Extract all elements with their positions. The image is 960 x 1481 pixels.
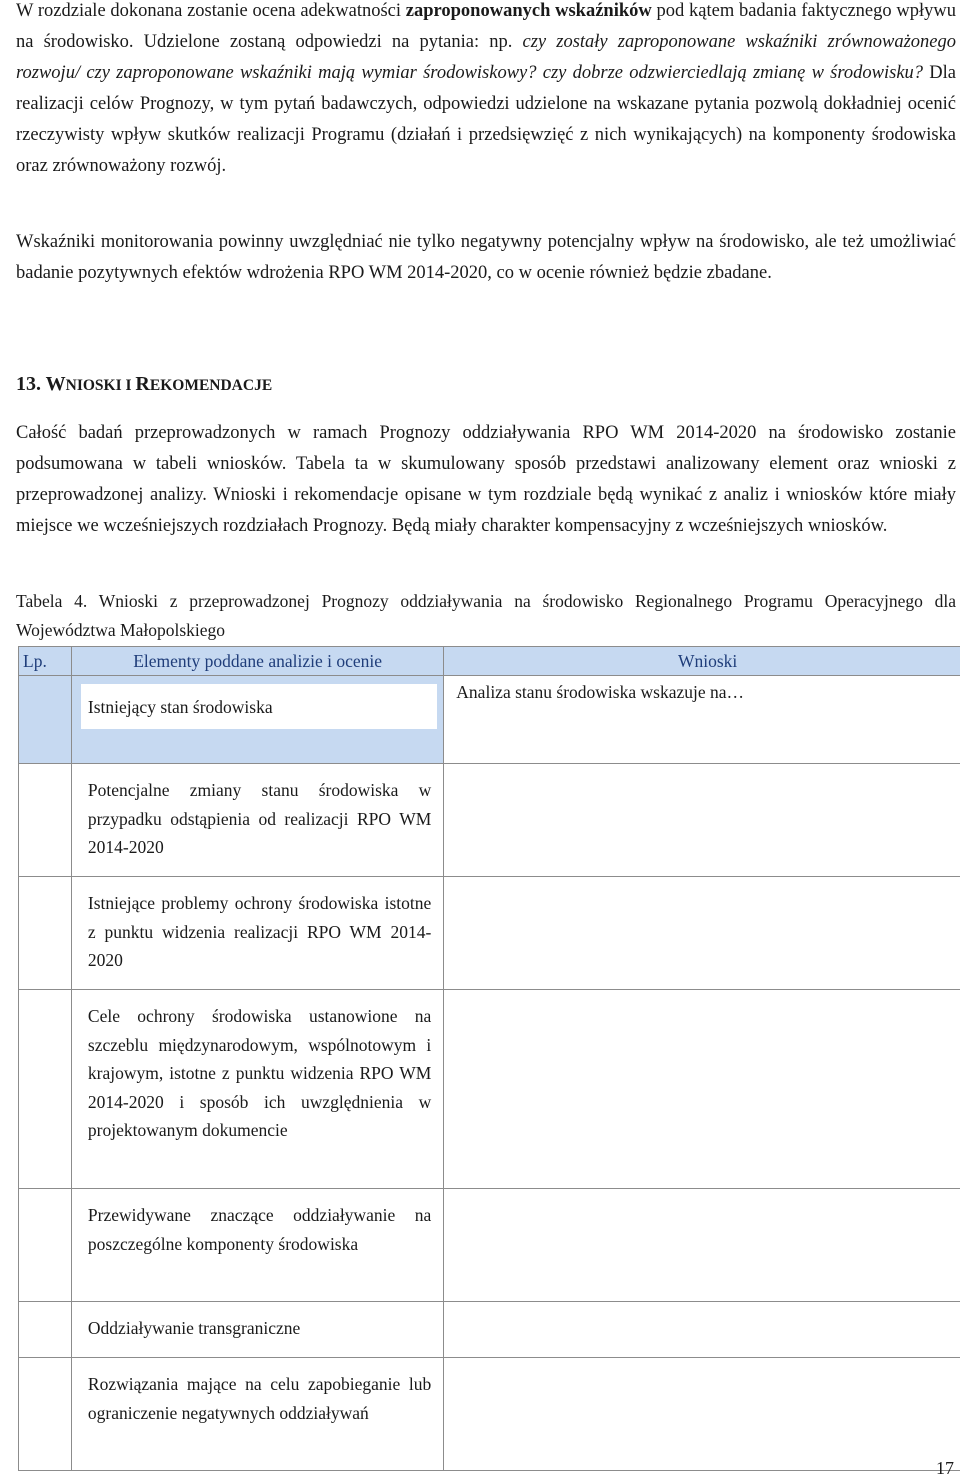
paragraph-indicators [16,0,956,182]
conclusions-table [18,646,960,1471]
table-caption: Tabela 4. Wnioski z przeprowadzonej Prognozy oddziaływania na środowisko Regionalnego Programu Operacyjnego dla Województwa Małopolskiego [16,591,956,640]
element-text: Istniejący stan środowiska [81,684,437,729]
heading-letter: R [135,373,150,395]
table-row [19,990,960,1189]
text-run: pod kątem badania faktycznego wpływu na środowisko. Udzielone zostaną odpowiedzi na pytania: np. [16,1,956,52]
element-cell [71,990,443,1189]
heading-text: EKOMENDACJE [149,377,273,394]
section-heading [16,373,272,396]
conclusion-text [444,764,960,769]
conclusion-text [444,877,960,882]
conclusion-cell [444,877,960,990]
italic-questions: czy zostały zaproponowane wskaźniki zrównoważonego rozwoju/ czy zaproponowane wskaźniki mają wymiar środowiskowy? czy dobrze odzwierciedlają zmianę w środowisku? [16,32,956,83]
header-conclusions: Wnioski [444,647,960,676]
heading-text: NIOSKI I [65,377,136,394]
conclusion-cell [444,764,960,877]
conclusion-text [444,990,960,995]
lp-cell [19,764,72,877]
table-header-row [19,647,960,676]
paragraph-summary: Całość badań przeprowadzonych w ramach Prognozy oddziaływania RPO WM 2014-2020 na środowisko zostanie podsumowana w tabeli wniosków. Tabela ta w skumulowany sposób przedstawi analizowany element oraz wnioski z przeprowadzonej analizy. Wnioski i rekomendacje opisane w tym rozdziale będą wynikać z analiz i wniosków które miały miejsce we wcześniejszych rozdziałach Prognozy. Będą miały charakter kompensacyjny z wcześniejszych wniosków. [16,423,956,536]
lp-cell [19,1302,72,1358]
element-text: Potencjalne zmiany stanu środowiska w przypadku odstąpienia od realizacji RPO WM 2014-2020 [72,764,443,872]
element-cell [71,1358,443,1471]
heading-letter: W [45,373,66,395]
conclusion-text: Analiza stanu środowiska wskazuje na… [456,682,744,702]
table-row [19,764,960,877]
element-text: Przewidywane znaczące oddziaływanie na poszczególne komponenty środowiska [72,1189,443,1268]
lp-cell [19,1189,72,1302]
header-elements: Elementy poddane analizie i ocenie [71,647,443,676]
element-cell [71,877,443,990]
bold-text-run: zaproponowanych wskaźników [405,1,652,21]
element-cell [71,676,443,764]
element-text: Cele ochrony środowiska ustanowione na szczeblu międzynarodowym, wspólnotowym i krajowym, istotne z punktu widzenia RPO WM 2014-2020 i sposób ich uwzględnienia w projektowanym dokumencie [72,990,443,1155]
text-run: W rozdziale dokonana zostanie ocena adekwatności [16,1,406,21]
header-lp: Lp. [19,647,72,676]
conclusion-cell [444,990,960,1189]
table-row [19,877,960,990]
conclusion-text [444,1302,960,1307]
lp-cell [19,990,72,1189]
element-cell [71,764,443,877]
table-row [19,1189,960,1302]
lp-cell [19,676,72,764]
table-row [19,1302,960,1358]
table-row [19,1358,960,1471]
element-text: Oddziaływanie transgraniczne [72,1302,443,1354]
lp-cell [19,1358,72,1471]
conclusion-cell [444,1358,960,1471]
conclusion-cell [444,1189,960,1302]
table-row [19,676,960,764]
conclusion-cell [444,1302,960,1358]
lp-cell [19,877,72,990]
element-cell [71,1189,443,1302]
element-text: Rozwiązania mające na celu zapobieganie lub ograniczenie negatywnych oddziaływań [72,1358,443,1437]
conclusion-cell [444,676,960,764]
conclusion-text [444,1358,960,1363]
heading-number: 13. [16,373,46,395]
paragraph-monitoring: Wskaźniki monitorowania powinny uwzględniać nie tylko negatywny potencjalny wpływ na środowisko, ale też umożliwiać badanie pozytywnych efektów wdrożenia RPO WM 2014-2020, co w ocenie również będzie zbadane. [16,232,956,283]
element-cell [71,1302,443,1358]
conclusion-text [444,1189,960,1194]
page-number: 17 [936,1458,954,1478]
element-text: Istniejące problemy ochrony środowiska istotne z punktu widzenia realizacji RPO WM 2014-2020 [72,877,443,985]
text-run: Dla realizacji celów Prognozy, w tym pytań badawczych, odpowiedzi udzielone na wskazane pytania pozwolą dokładniej ocenić rzeczywisty wpływ skutków realizacji Programu (działań i przedsięwzięć z nich wynikających) na komponenty środowiska oraz zrównoważony rozwój. [16,63,956,176]
